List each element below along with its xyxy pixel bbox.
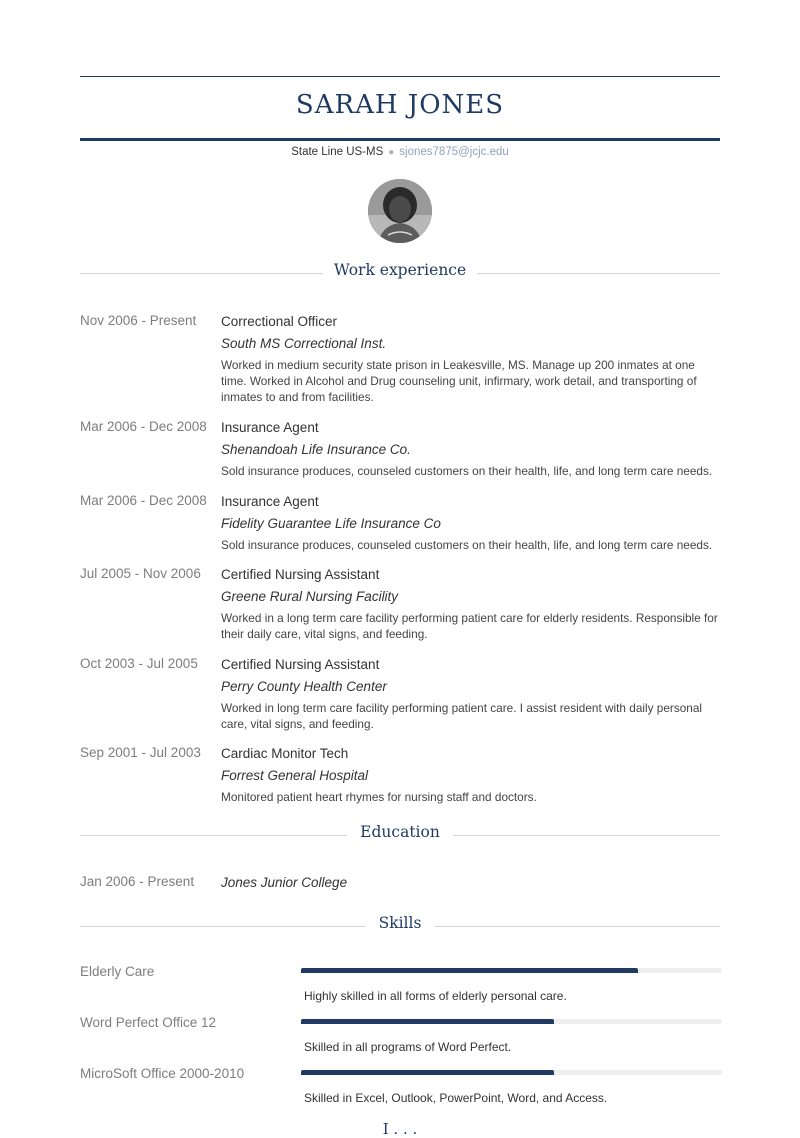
skill-level-track — [301, 1019, 722, 1024]
heading-rule-right — [477, 273, 720, 274]
entry-role: Correctional Officer — [221, 314, 338, 329]
skill-level-fill — [301, 1019, 554, 1024]
separator-dot-icon: ● — [388, 147, 395, 158]
skill-name: MicroSoft Office 2000-2010 — [80, 1066, 245, 1081]
entry-role: Cardiac Monitor Tech — [221, 746, 349, 761]
avatar — [368, 179, 432, 243]
entry-organization: Forrest General Hospital — [221, 768, 369, 783]
entry-description: Worked in medium security state prison in Leakesville, MS. Manage up 200 inmates at one time. Worked in Alcohol and Drug counseling unit, infirmary, work detail, and transporting of inmates to and from facilities. — [221, 358, 697, 404]
skill-description: Skilled in Excel, Outlook, PowerPoint, Word, and Access. — [304, 1091, 608, 1105]
entry-organization: Greene Rural Nursing Facility — [221, 589, 399, 604]
profile-photo-icon — [368, 179, 432, 243]
entry-role: Insurance Agent — [221, 494, 319, 509]
section-title: Education — [360, 823, 440, 841]
candidate-name: SARAH JONES — [295, 90, 505, 120]
entry-date: Sep 2001 - Jul 2003 — [80, 745, 201, 760]
entry-date: Jul 2005 - Nov 2006 — [80, 566, 201, 581]
entry-date: Nov 2006 - Present — [80, 313, 197, 328]
contact-line — [80, 146, 720, 158]
entry-school: Jones Junior College — [221, 875, 348, 890]
skill-description: Highly skilled in all forms of elderly personal care. — [304, 989, 567, 1003]
header-top-rule — [80, 76, 720, 77]
heading-rule-right — [453, 835, 720, 836]
work-experience-heading — [80, 261, 720, 285]
skill-level-track — [301, 968, 722, 973]
skill-description: Skilled in all programs of Word Perfect. — [304, 1040, 512, 1054]
entry-organization: Perry County Health Center — [221, 679, 387, 694]
entry-role: Certified Nursing Assistant — [221, 657, 380, 672]
entry-description: Sold insurance produces, counseled customers on their health, life, and long term care needs. — [221, 464, 713, 478]
section-title: Work experience — [333, 261, 467, 279]
skills-heading — [80, 914, 720, 938]
entry-organization: South MS Correctional Inst. — [221, 336, 387, 351]
entry-description: Worked in long term care facility performing patient care. I assist resident with daily personal care, vital signs, and feeding. — [221, 701, 703, 731]
entry-description: Sold insurance produces, counseled customers on their health, life, and long term care needs. — [221, 538, 713, 552]
section-title: Skills — [378, 914, 422, 932]
heading-rule-right — [435, 926, 720, 927]
entry-description: Monitored patient heart rhymes for nursing staff and doctors. — [221, 790, 537, 804]
entry-organization: Shenandoah Life Insurance Co. — [221, 442, 411, 457]
skill-level-fill — [301, 1070, 554, 1075]
education-heading — [80, 823, 720, 847]
skill-name: Word Perfect Office 12 — [80, 1015, 217, 1030]
next-section-heading-partial: I . . . — [382, 1120, 418, 1138]
entry-date: Mar 2006 - Dec 2008 — [80, 493, 207, 508]
skill-level-track — [301, 1070, 722, 1075]
skill-level-fill — [301, 968, 638, 973]
entry-date: Oct 2003 - Jul 2005 — [80, 656, 198, 671]
entry-role: Certified Nursing Assistant — [221, 567, 380, 582]
entry-date: Jan 2006 - Present — [80, 874, 195, 889]
header-bottom-rule — [80, 138, 720, 141]
location-text: State Line US-MS — [291, 146, 384, 158]
entry-date: Mar 2006 - Dec 2008 — [80, 419, 207, 434]
skill-name: Elderly Care — [80, 964, 155, 979]
entry-description: Worked in a long term care facility performing patient care for elderly residents. Responsible for their daily care, vital signs, and feeding. — [221, 611, 718, 641]
email-link[interactable]: sjones7875@jcjc.edu — [399, 146, 509, 158]
entry-role: Insurance Agent — [221, 420, 319, 435]
entry-organization: Fidelity Guarantee Life Insurance Co — [221, 516, 441, 531]
